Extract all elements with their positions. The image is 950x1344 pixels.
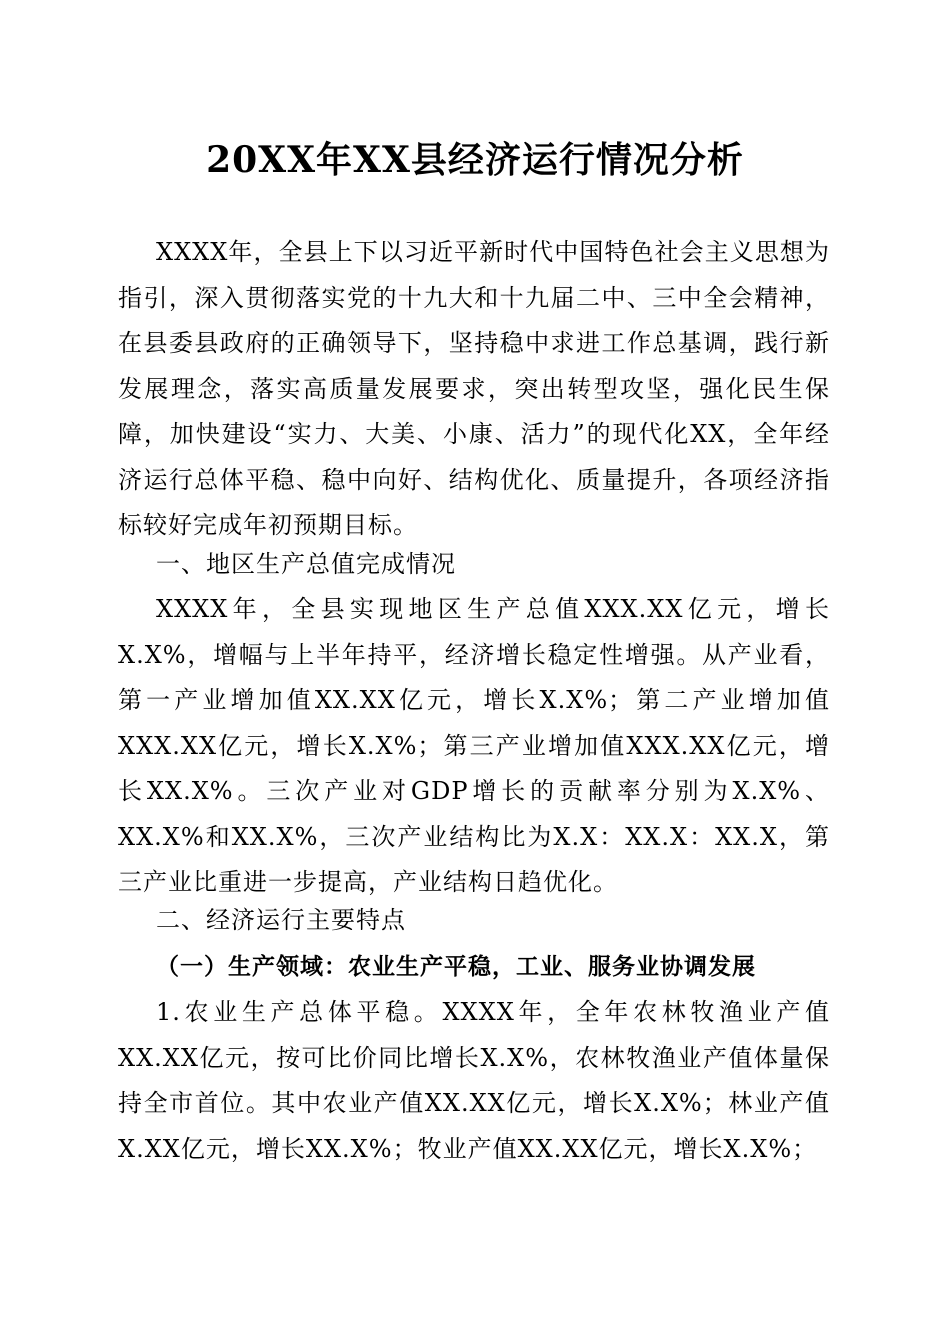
section-2-subheading-1: （一）生产领域：农业生产平稳，工业、服务业协调发展 (156, 953, 756, 980)
section-2-sub-1-paragraph: 1.农业生产总体平稳。XXXX年，全年农林牧渔业产值XX.XX亿元，按可比价同比增长X.X%，农林牧渔业产值体量保持全市首位。其中农业产值XX.XX亿元，增长X.X%；林业产值X.XX亿元，增长XX.X%；牧业产值XX.XX亿元，增长X.X%； (118, 998, 830, 1163)
intro-paragraph: XXXX年，全县上下以习近平新时代中国特色社会主义思想为指引，深入贯彻落实党的十九大和十九届二中、三中全会精神，在县委县政府的正确领导下，坚持稳中求进工作总基调，践行新发展理念，落实高质量发展要求，突出转型攻坚，强化民生保障，加快建设“实力、大美、小康、活力”的现代化XX，全年经济运行总体平稳、稳中向好、结构优化、质量提升，各项经济指标较好完成年初预期目标。 (118, 238, 830, 539)
section-2-heading: 二、经济运行主要特点 (156, 906, 406, 934)
section-1-heading: 一、地区生产总值完成情况 (156, 550, 456, 578)
section-1-paragraph: XXXX年，全县实现地区生产总值XXX.XX亿元，增长X.X%，增幅与上半年持平，经济增长稳定性增强。从产业看，第一产业增加值XX.XX亿元，增长X.X%；第二产业增加值XXX.XX亿元，增长X.X%；第三产业增加值XXX.XX亿元，增长XX.X%。三次产业对GDP增长的贡献率分别为X.X%、XX.X%和XX.X%，三次产业结构比为X.X：XX.X：XX.X，第三产业比重进一步提高，产业结构日趋优化。 (118, 595, 830, 896)
document-title: 20XX年XX县经济运行情况分析 (206, 139, 744, 181)
